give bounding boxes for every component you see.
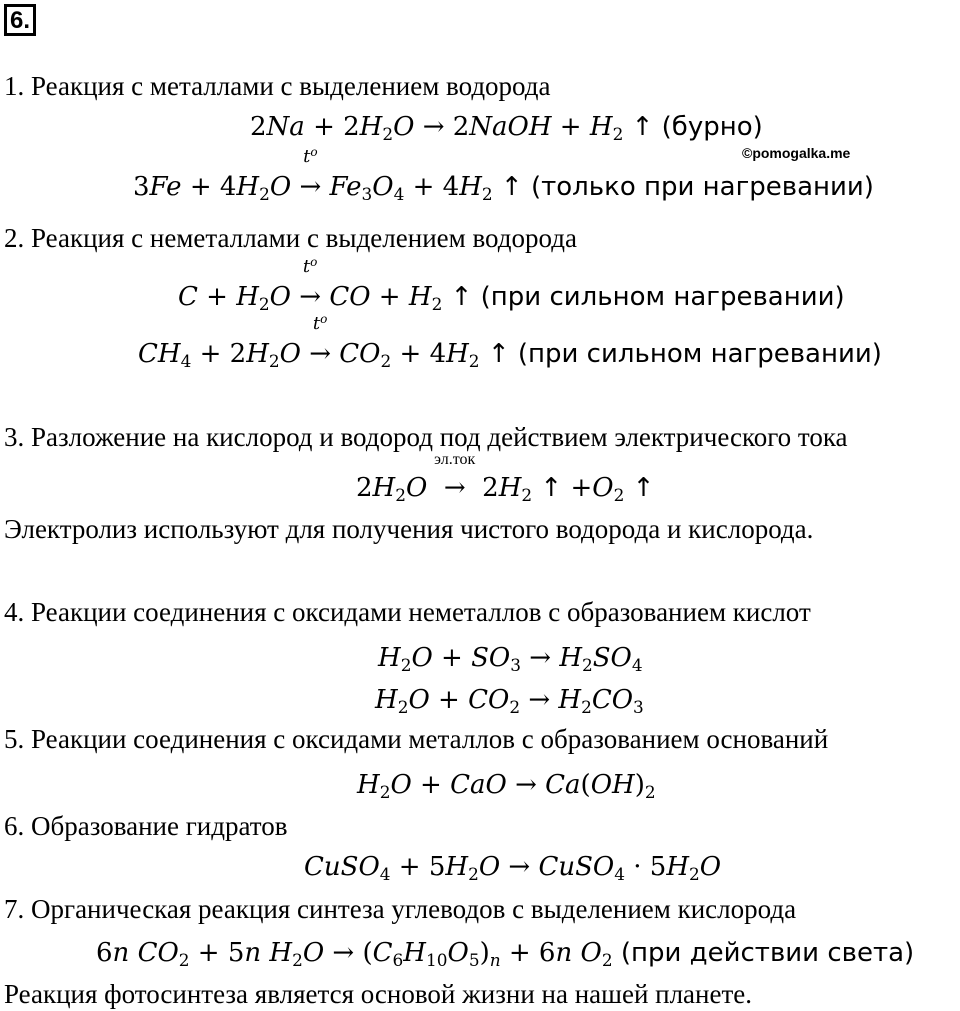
- equation-7-1: 6n $CO_2 + 5n$ $H_2O \to (C_6H_{10}O_5)_n + 6n$ $O_2$ (при действии света): [96, 938, 915, 971]
- section-5-title: 5. Реакции соединения с оксидами металлов с образованием оснований: [4, 724, 829, 754]
- equation-2-2: $CH_4 + 2H_2O$ $t^o$ → $CO_2 + 4H_2$ ↑ (при сильном нагревании): [138, 312, 882, 372]
- section-2-title: 2. Реакция с неметаллами с выделением водорода: [4, 223, 577, 253]
- task-number: 6.: [4, 4, 36, 36]
- section-7-title: 7. Органическая реакция синтеза углеводов с выделением кислорода: [4, 894, 797, 924]
- equation-note: (при сильном нагревании): [517, 339, 882, 369]
- section-1-title: 1. Реакция с металлами с выделением водорода: [4, 71, 551, 101]
- section-7-note: Реакция фотосинтеза является основой жизни на нашей планете.: [4, 979, 753, 1009]
- equation-1-1: $2Na + 2H_2O$ → 2NaOH + $H_2$ ↑ (бурно): [250, 112, 763, 145]
- arrow-label: эл.ток: [434, 451, 476, 468]
- equation-note: (при действии света): [620, 938, 915, 968]
- equation-2-1: $C + H_2O$ $t^o$ → CO + $H_2$ ↑ (при сильном нагревании): [178, 255, 845, 315]
- section-6-title: 6. Образование гидратов: [4, 811, 288, 841]
- equation-3-1: $2H_2O$ эл.ток → $2H_2$ ↑ $+O_2$ ↑: [356, 451, 655, 506]
- equation-1-2: $3Fe + 4H_2O$ $t^o$ → $Fe_3O_4 + 4H_2$ ↑ (только при нагревании): [133, 145, 874, 205]
- watermark: ©pomogalka.me: [742, 145, 851, 161]
- equation-6-1: CuSO$_4$ + $5H_2O$ → CuSO$_4$ · $5H_2O$: [304, 852, 722, 885]
- equation-note: (бурно): [661, 112, 763, 142]
- equation-note: (при сильном нагревании): [480, 282, 845, 312]
- equation-4-2: $H_2O + CO_2 \to H_2CO_3$: [375, 685, 644, 718]
- section-3-note: Электролиз используют для получения чистого водорода и кислорода.: [4, 514, 814, 544]
- equation-note: (только при нагревании): [530, 172, 874, 202]
- equation-5-1: $H_2O$ + CaO → $Ca(OH)_2$: [357, 770, 656, 803]
- section-3-title: 3. Разложение на кислород и водород под действием электрического тока: [4, 422, 848, 452]
- section-4-title: 4. Реакции соединения с оксидами неметаллов с образованием кислот: [4, 597, 811, 627]
- equation-4-1: $H_2O + SO_3 \to H_2SO_4$: [378, 643, 643, 676]
